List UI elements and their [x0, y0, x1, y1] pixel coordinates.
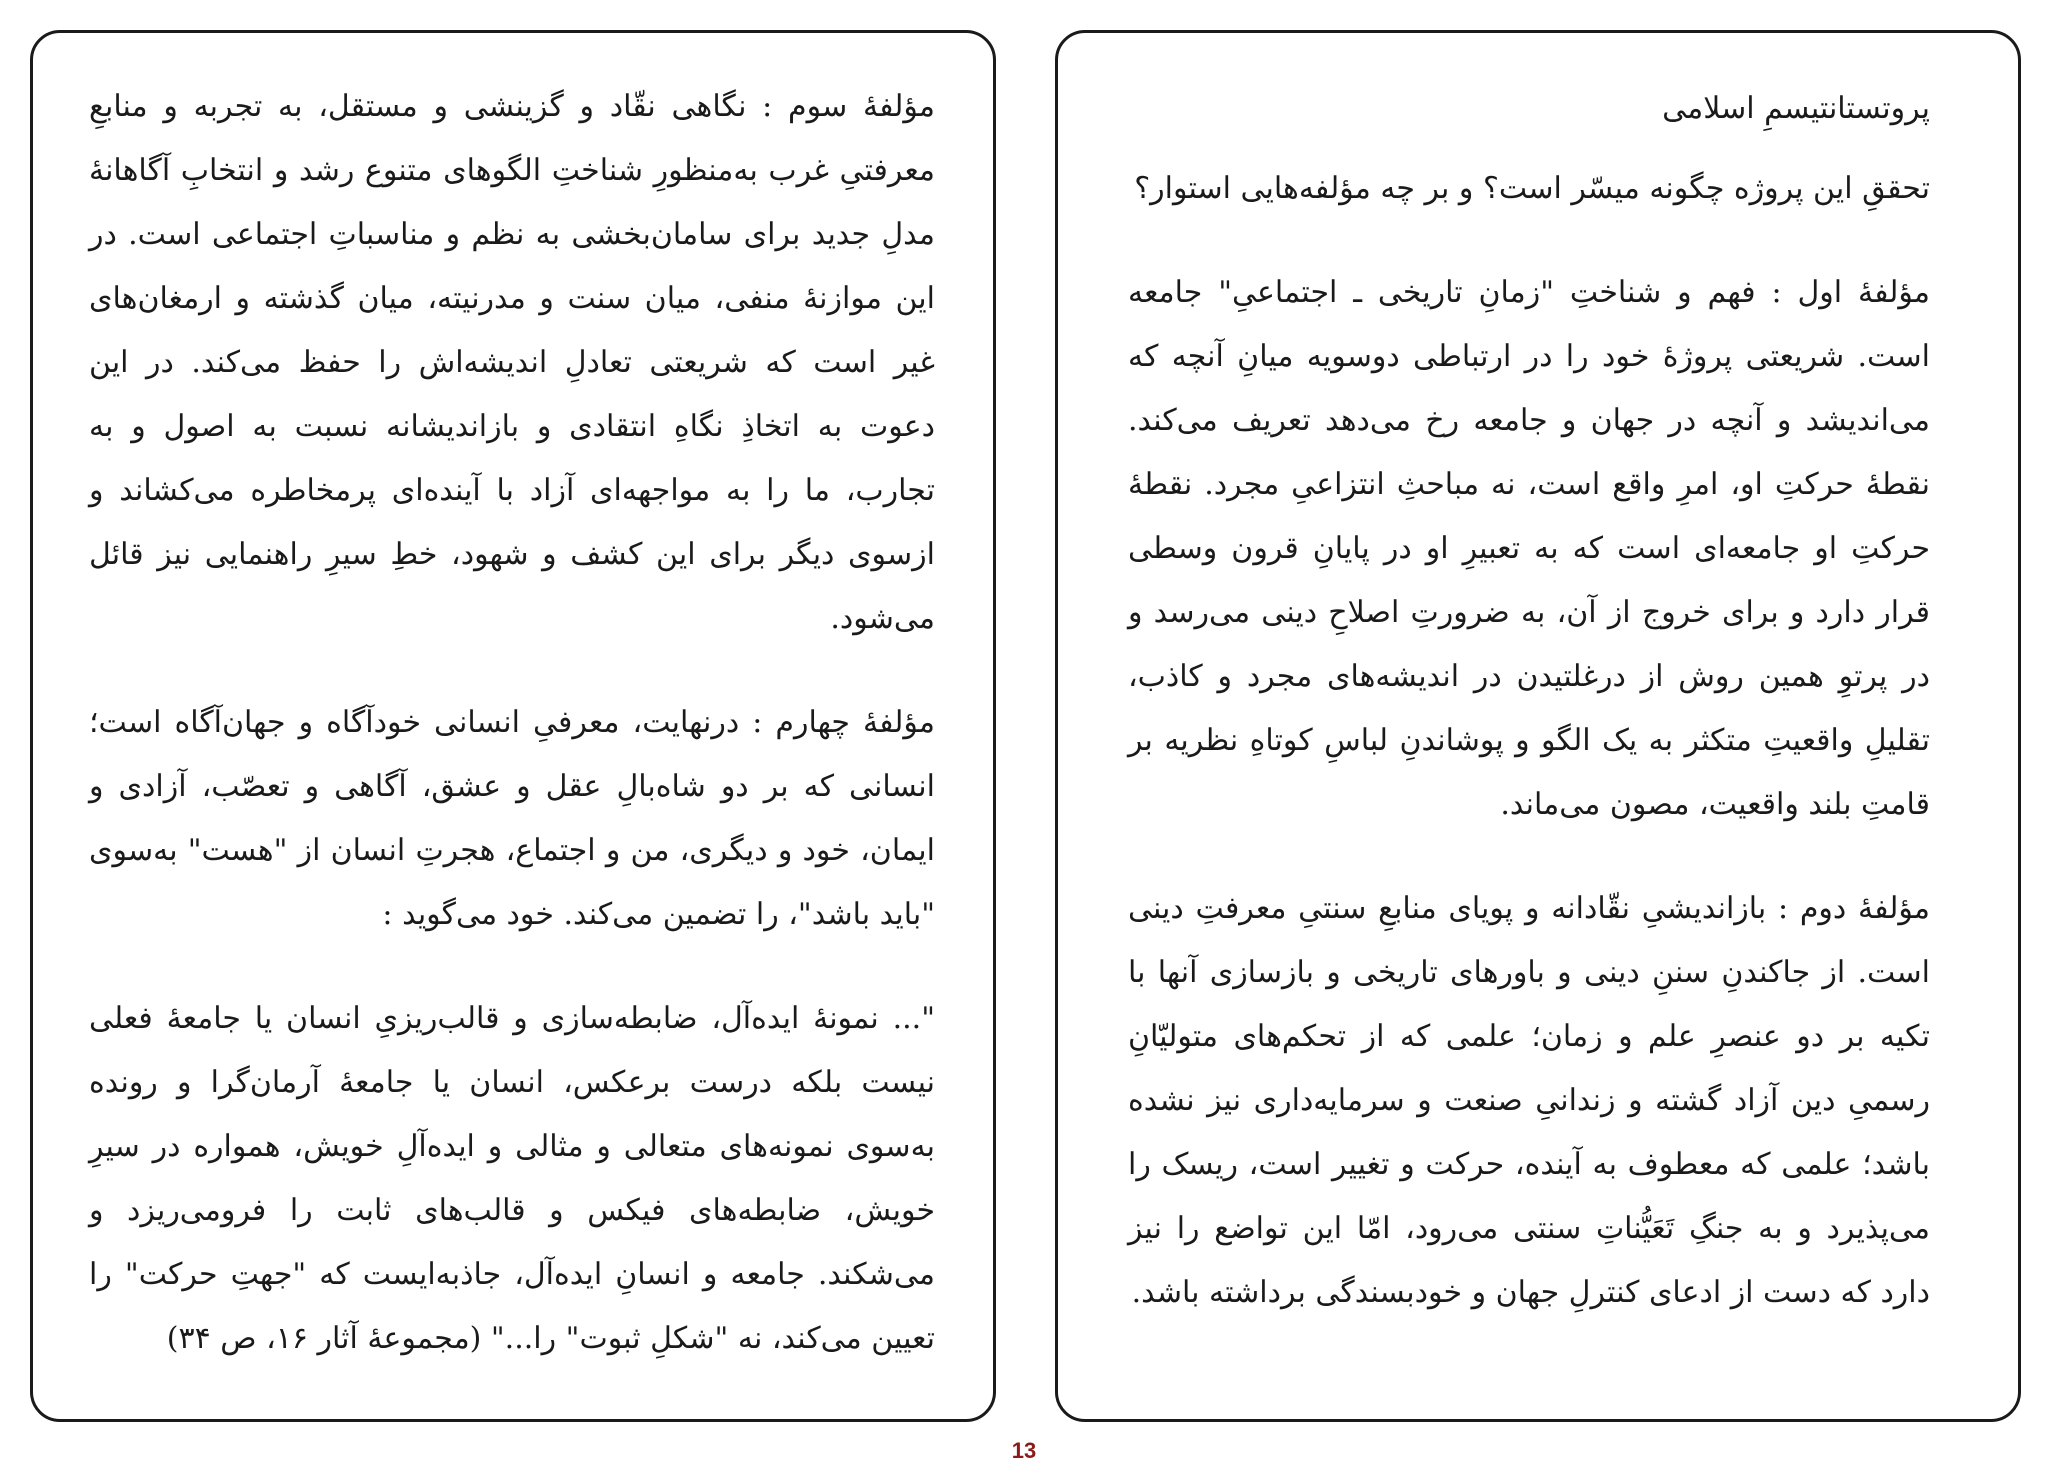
- page-number: 13: [1011, 1438, 1037, 1463]
- component-2-paragraph: مؤلفهٔ دوم : بازاندیشیِ نقّادانه و پویای منابعِ سنتیِ معرفتِ دینی است. از جاکندنِ سننِ دینی و باورهای تاریخی و بازسازی آنها با تکیه بر دو عنصرِ علم و زمان؛ علمی که از تحکم‌های متولیّانِ رسمیِ دین آزاد گشته و زندانیِ صنعت و سرمایه‌داری نیز نشده باشد؛ علمی که معطوف به آینده، حرکت و تغییر است، ریسک را می‌پذیرد و به جنگِ تَعَیُّناتِ سنتی می‌رود، امّا این تواضع را نیز دارد که دست از ادعای کنترلِ جهان و خودبسندگی برداشته باشد.: [1128, 891, 1930, 1310]
- left-page-panel: [30, 30, 996, 1422]
- component-4-paragraph: مؤلفهٔ چهارم : درنهایت، معرفیِ انسانی خودآگاه و جهان‌آگاه است؛ انسانی که بر دو شاه‌بالِ عقل و عشق، آگاهی و تعصّب، آزادی و ایمان، خود و دیگری، من و اجتماع، هجرتِ انسان از "هست" به‌سوی "باید باشد"، را تضمین می‌کند. خود می‌گوید :: [89, 705, 935, 932]
- quote-paragraph: "... نمونهٔ ایده‌آل، ضابطه‌سازی و قالب‌ریزیِ انسان یا جامعهٔ فعلی نیست بلکه درست برعکس، انسان یا جامعهٔ آرمان‌گرا و رونده به‌سوی نمونه‌های متعالی و مثالی و ایده‌آلِ خویش، همواره در سیرِ خویش، ضابطه‌های فیکس و قالب‌های ثابت را فرومی‌ریزد و می‌شکند. جامعه و انسانِ ایده‌آل، جاذبه‌ایست که "جهتِ حرکت" را تعیین می‌کند، نه "شکلِ ثبوت" را..." (مجموعهٔ آثار ۱۶، ص ۳۴): [89, 1001, 935, 1356]
- question-paragraph: تحققِ این پروژه چگونه میسّر است؟ و بر چه مؤلفه‌هایی استوار؟: [1134, 171, 1930, 206]
- component-3-paragraph: مؤلفهٔ سوم : نگاهی نقّاد و گزینشی و مستقل، به تجربه و منابعِ معرفتیِ غرب به‌منظورِ شناختِ الگوهای متنوع رشد و انتخابِ آگاهانهٔ مدلِ جدید برای سامان‌بخشی به نظم و مناسباتِ اجتماعی است. در این موازنهٔ منفی، میان سنت و مدرنیته، میان گذشته و ارمغان‌های غیر است که شریعتی تعادلِ اندیشه‌اش را حفظ می‌کند. در این دعوت به اتخاذِ نگاهِ انتقادی و بازاندیشانه نسبت به اصول و به تجارب، ما را به مواجهه‌ای آزاد با آینده‌ای پرمخاطره می‌کشاند و ازسوی دیگر برای این کشف و شهود، خطِ سیرِ راهنمایی نیز قائل می‌شود.: [89, 89, 935, 636]
- right-page-panel: [1055, 30, 2021, 1422]
- component-1-paragraph: مؤلفهٔ اول : فهم و شناختِ "زمانِ تاریخی ـ اجتماعیِ" جامعه است. شریعتی پروژهٔ خود را در ارتباطی دوسویه میانِ آنچه که می‌اندیشد و آنچه در جهان و جامعه رخ می‌دهد تعریف می‌کند. نقطهٔ حرکتِ او، امرِ واقع است، نه مباحثِ انتزاعیِ مجرد. نقطهٔ حرکتِ او جامعه‌ای است که به تعبیرِ او در پایانِ قرون وسطی قرار دارد و برای خروج از آن، به ضرورتِ اصلاحِ دینی می‌رسد و در پرتوِ همین روش از درغلتیدن در اندیشه‌های مجرد و کاذب، تقلیلِ واقعیتِ متکثر به یک الگو و پوشاندنِ لباسِ کوتاهِ نظریه بر قامتِ بلند واقعیت، مصون می‌ماند.: [1128, 275, 1931, 822]
- running-title: پروتستانتیسمِ اسلامی: [1662, 91, 1930, 126]
